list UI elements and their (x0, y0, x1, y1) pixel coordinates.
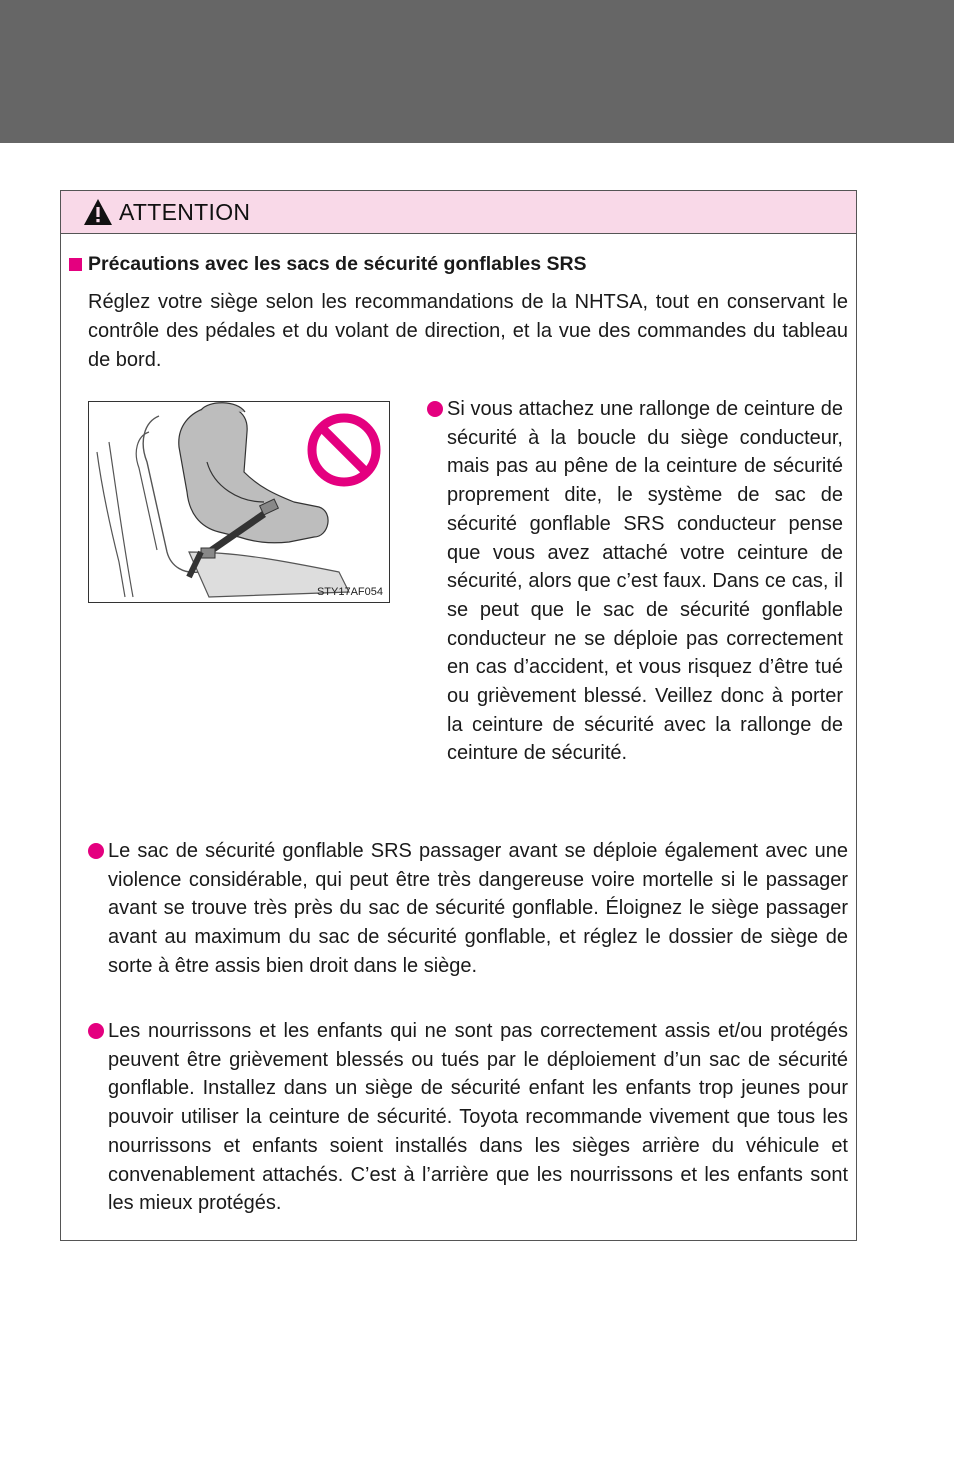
bullet-dot-icon (88, 843, 104, 859)
caution-title: ATTENTION (119, 198, 251, 225)
bullet-text: Si vous attachez une rallonge de ceinture de sécurité à la boucle du siège conducteur, mais pas au pêne de la ceinture de sécurité proprement dite, le système de sac de sécurité gonflable SRS conducteur pense que vous avez attaché votre ceinture de sécurité, alors que c’est faux. Dans ce cas, il se peut que le sac de sécurité gonflable conducteur ne se déploie pas correctement en cas d’accident, et vous risquez d’être tué ou grièvement blessé. Veillez donc à porter la ceinture de sécurité avec la rallonge de ceinture de sécurité. (447, 398, 843, 765)
caution-box (60, 190, 857, 1241)
top-band (0, 0, 954, 143)
bullet-text: Les nourrissons et les enfants qui ne sont pas correctement assis et/ou protégés peuvent être grièvement blessés ou tués par le déploiement d’un sac de sécurité gonflable. Installez dans un siège de sécurité enfant les enfants trop jeunes pour pouvoir utiliser la ceinture de sécurité. Toyota recommande vivement que tous les nourrissons et enfants soient installés dans les sièges arrière du véhicule et convenablement attachés. C’est à l’arrière que les nourrissons et les enfants sont les mieux protégés. (108, 1020, 848, 1215)
square-bullet-icon (69, 258, 82, 271)
section-heading-text: Précautions avec les sacs de sécurité gonflables SRS (88, 253, 587, 275)
bullet-dot-icon (427, 401, 443, 417)
bullet-item (427, 395, 843, 768)
figure-code: STY17AF054 (316, 586, 383, 598)
warning-triangle-icon (83, 197, 113, 227)
caution-header (61, 191, 856, 234)
seat-illustration (88, 401, 390, 603)
bullet-text: Le sac de sécurité gonflable SRS passager avant se déploie également avec une violence considérable, qui peut être très dangereuse voire mortelle si le passager avant se trouve très près du sac de sécurité gonflable. Éloignez le siège passager avant au maximum du sac de sécurité gonflable, et réglez le dossier de siège de sorte à être assis bien droit dans le siège. (108, 840, 848, 977)
seated-person-drawing (89, 402, 389, 602)
bullet-item (88, 1017, 848, 1218)
intro-paragraph: Réglez votre siège selon les recommandations de la NHTSA, tout en conservant le contrôle des pédales et du volant de direction, et la vue des commandes du tableau de bord. (88, 291, 848, 371)
section-heading (69, 253, 587, 276)
bullet-item (88, 837, 848, 981)
bullet-dot-icon (88, 1023, 104, 1039)
